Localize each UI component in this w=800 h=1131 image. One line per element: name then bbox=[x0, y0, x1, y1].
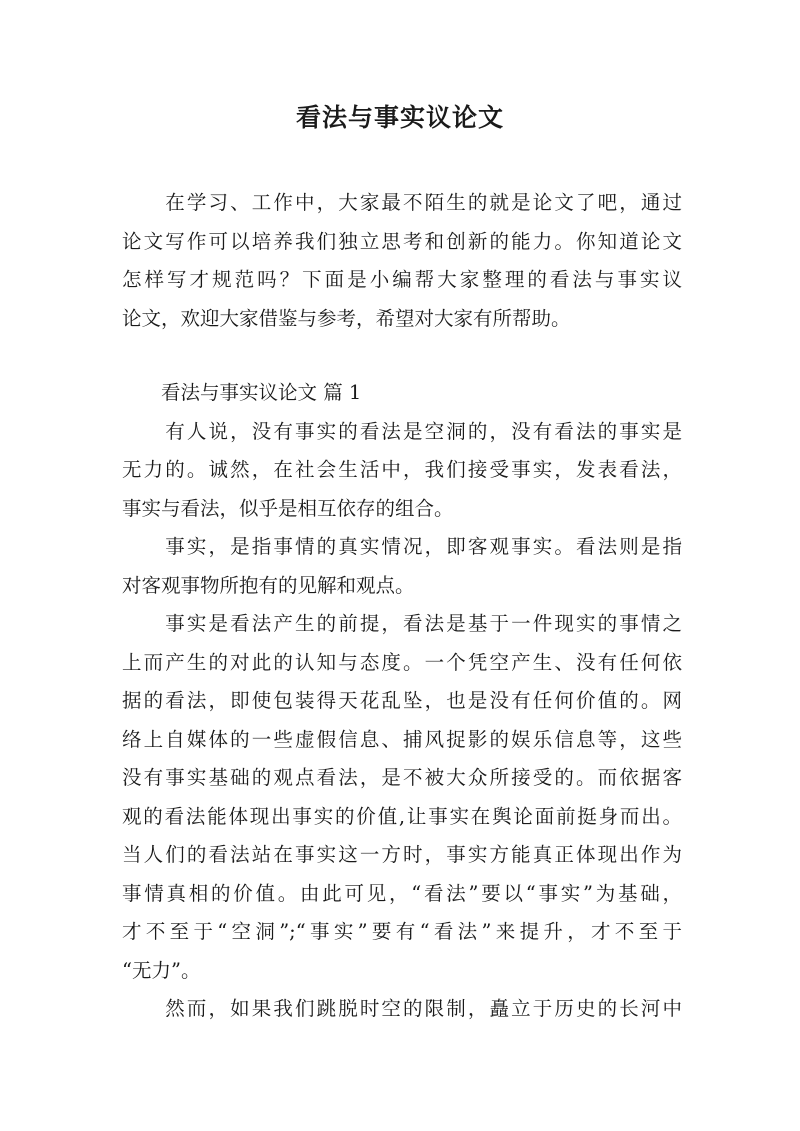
text-line: 事情真相的价值。由此可见，“看法”要以“事实”为基础， bbox=[122, 881, 682, 905]
text-line: 观的看法能体现出事实的价值,让事实在舆论面前挺身而出。 bbox=[122, 804, 682, 828]
intro-paragraph bbox=[122, 184, 682, 338]
text-line: 然而，如果我们跳脱时空的限制，矗立于历史的长河中 bbox=[122, 997, 682, 1020]
paragraph bbox=[122, 413, 682, 529]
text-line: 怎样写才规范吗？下面是小编帮大家整理的看法与事实议 bbox=[122, 268, 682, 291]
text-line: “无力”。 bbox=[122, 958, 201, 982]
text-line: 事实是看法产生的前提，看法是基于一件现实的事情之 bbox=[122, 612, 682, 635]
paragraph bbox=[122, 528, 682, 605]
paragraph-gap bbox=[122, 338, 682, 374]
text-line: 没有事实基础的观点看法，是不被大众所接受的。而依据客 bbox=[122, 766, 682, 789]
text-line: 有人说，没有事实的看法是空洞的，没有看法的事实是 bbox=[122, 419, 682, 443]
text-line: 对客观事物所抱有的见解和观点。 bbox=[122, 573, 415, 597]
text-line: 论文，欢迎大家借鉴与参考，希望对大家有所帮助。 bbox=[122, 306, 571, 330]
text-line: 无力的。诚然，在社会生活中，我们接受事实，发表看法， bbox=[122, 458, 682, 481]
text-line: 事实，是指事情的真实情况，即客观事实。看法则是指 bbox=[122, 535, 682, 558]
text-line: 络上自媒体的一些虚假信息、捕风捉影的娱乐信息等，这些 bbox=[122, 727, 682, 751]
text-line: 上而产生的对此的认知与态度。一个凭空产生、没有任何依 bbox=[122, 650, 682, 674]
text-line: 才不至于“空洞”;“事实”要有“看法”来提升，才不至于 bbox=[122, 920, 682, 943]
section-heading: 看法与事实议论文 篇 1 bbox=[122, 381, 362, 404]
text-line: 论文写作可以培养我们独立思考和创新的能力。你知道论文 bbox=[122, 229, 682, 253]
text-line: 事实与看法，似乎是相互依存的组合。 bbox=[122, 496, 454, 520]
text-line: 当人们的看法站在事实这一方时，事实方能真正体现出作为 bbox=[122, 843, 682, 866]
document-body bbox=[122, 184, 682, 1029]
paragraph bbox=[122, 605, 682, 990]
paragraph bbox=[122, 990, 682, 1029]
text-line: 据的看法，即使包装得天花乱坠，也是没有任何价值的。网 bbox=[122, 689, 682, 712]
document-title: 看法与事实议论文 bbox=[295, 103, 504, 132]
text-line: 在学习、工作中，大家最不陌生的就是论文了吧，通过 bbox=[122, 191, 682, 214]
